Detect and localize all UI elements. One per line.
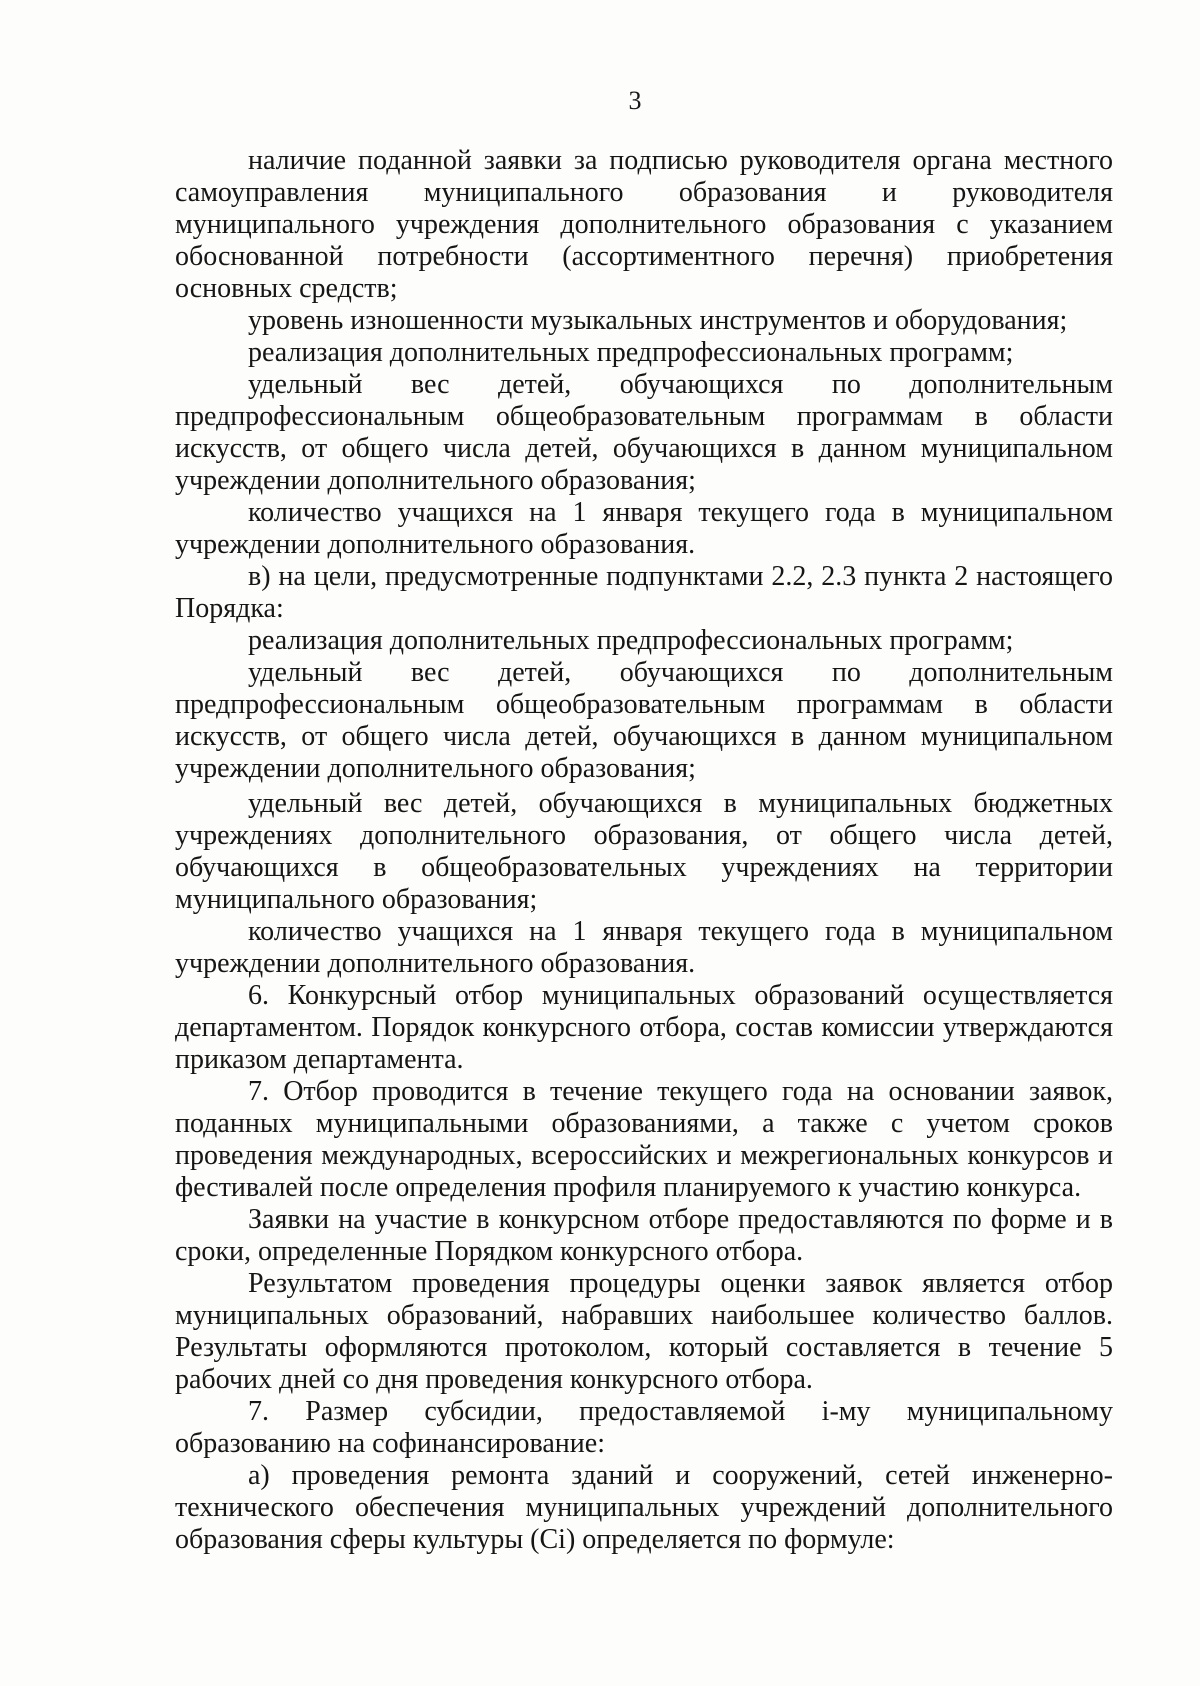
paragraph: наличие поданной заявки за подписью руководителя органа местного самоуправления муниципального образования и руководителя муниципального учреждения дополнительного образования с указанием обоснованной потребности (ассортиментного перечня) приобретения основных средств; [175,145,1113,304]
paragraph: реализация дополнительных предпрофессиональных программ; [248,337,1014,368]
paragraph: уровень изношенности музыкальных инструментов и оборудования; [248,305,1068,336]
paragraph: удельный вес детей, обучающихся в муниципальных бюджетных учреждениях дополнительного образования, от общего числа детей, обучающихся в общеобразовательных учреждениях на территории муниципального образования; [175,788,1113,915]
paragraph: количество учащихся на 1 января текущего года в муниципальном учреждении дополнительного образования. [175,916,1113,979]
paragraph: 6. Конкурсный отбор муниципальных образований осуществляется департаментом. Порядок конкурсного отбора, состав комиссии утверждаются приказом департамента. [175,980,1113,1075]
paragraph: в) на цели, предусмотренные подпунктами 2.2, 2.3 пункта 2 настоящего Порядка: [175,561,1113,624]
paragraph: удельный вес детей, обучающихся по дополнительным предпрофессиональным общеобразовательным программам в области искусств, от общего числа детей, обучающихся в данном муниципальном учреждении дополнительного образования; [175,369,1113,496]
page-number: 3 [628,86,642,115]
paragraph: реализация дополнительных предпрофессиональных программ; [248,625,1014,656]
paragraph: Результатом проведения процедуры оценки заявок является отбор муниципальных образований, набравших наибольшее количество баллов. Результаты оформляются протоколом, который составляется в течение 5 рабочих дней со дня проведения конкурсного отбора. [175,1268,1113,1395]
paragraph: Заявки на участие в конкурсном отборе предоставляются по форме и в сроки, определенные Порядком конкурсного отбора. [175,1204,1113,1267]
paragraph: 7. Отбор проводится в течение текущего года на основании заявок, поданных муниципальными образованиями, а также с учетом сроков проведения международных, всероссийских и межрегиональных конкурсов и фестивалей после определения профиля планируемого к участию конкурса. [175,1076,1113,1203]
paragraph: количество учащихся на 1 января текущего года в муниципальном учреждении дополнительного образования. [175,497,1113,560]
paragraph: удельный вес детей, обучающихся по дополнительным предпрофессиональным общеобразовательным программам в области искусств, от общего числа детей, обучающихся в данном муниципальном учреждении дополнительного образования; [175,657,1113,784]
paragraph: а) проведения ремонта зданий и сооружений, сетей инженерно-технического обеспечения муниципальных учреждений дополнительного образования сферы культуры (Ci) определяется по формуле: [175,1460,1113,1555]
document-body [175,145,1113,1556]
paragraph: 7. Размер субсидии, предоставляемой i-му муниципальному образованию на софинансирование: [175,1396,1113,1459]
